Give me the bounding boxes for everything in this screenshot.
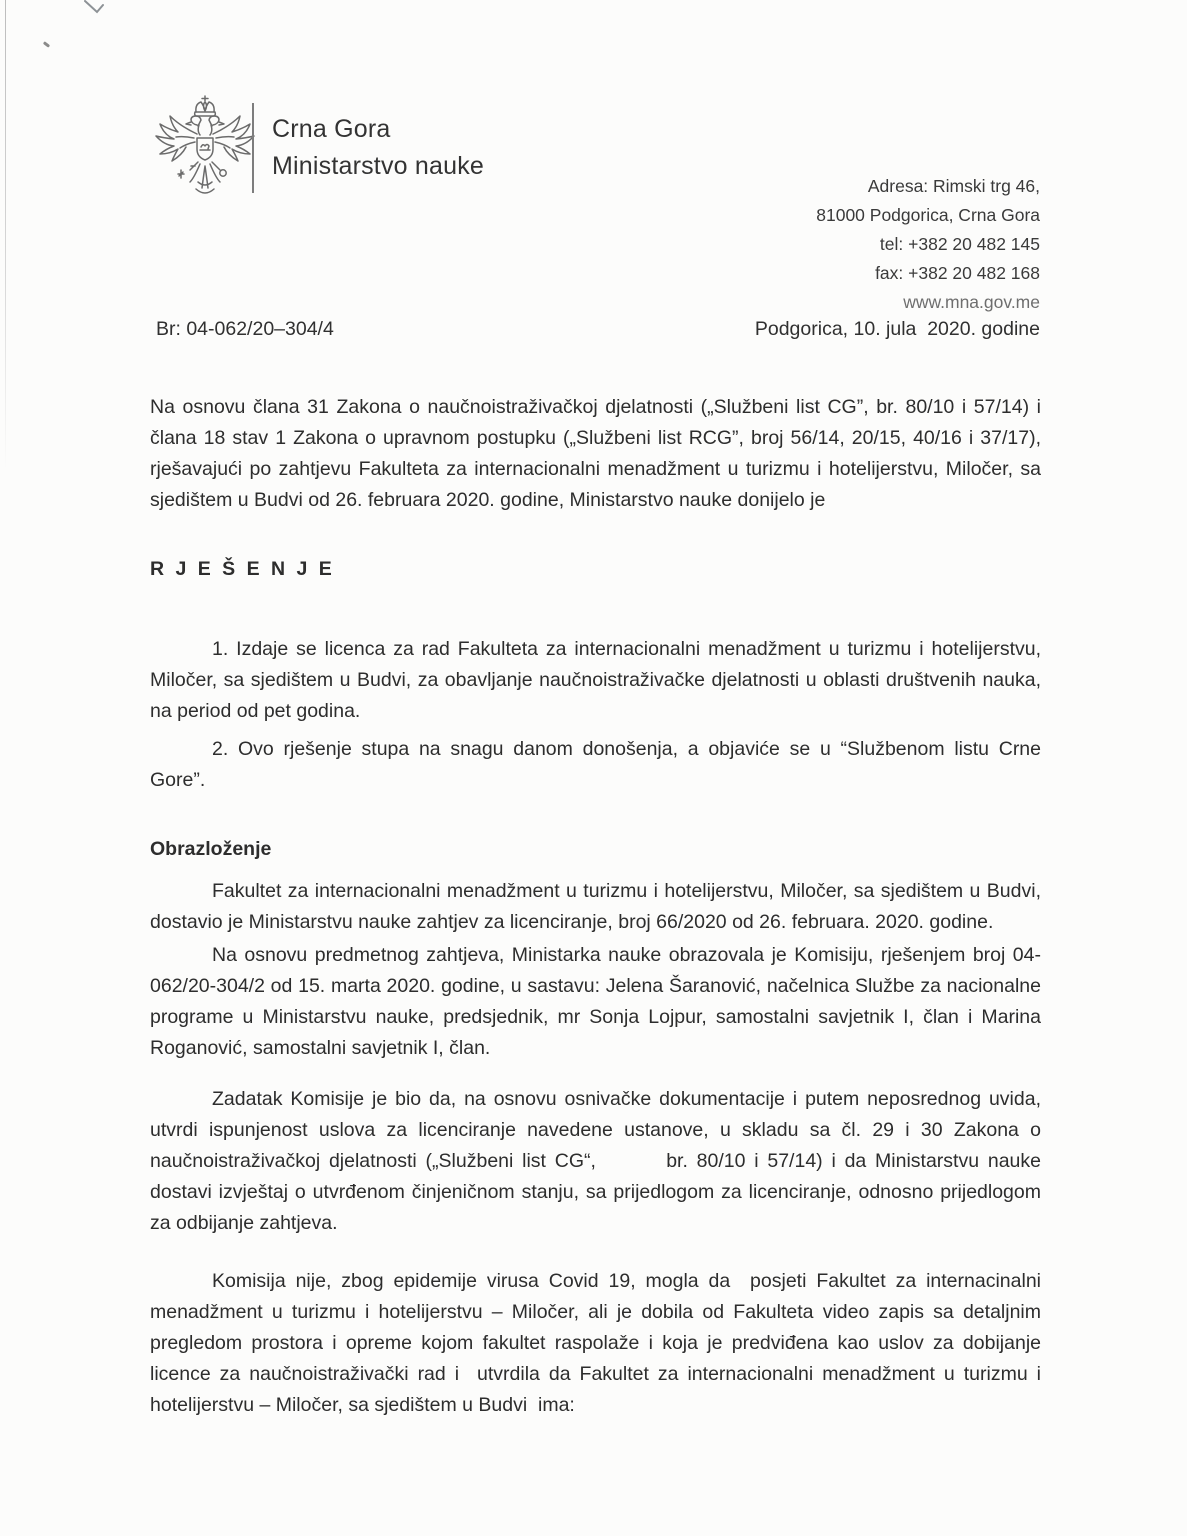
explanation-paragraph-2: Na osnovu predmetnog zahtjeva, Ministarka nauke obrazovala je Komisiju, rješenjem broj 04-062/20-304/2 od 15. marta 2020. godine, u sastavu: Jelena Šaranović, načelnica Službe za nacionalne programe u Ministarstvu nauke, predsjednik, mr Sonja Lojpur, samostalni savjetnik I, član i Marina Roganović, samostalni savjetnik I, član. — [150, 944, 1041, 1059]
scan-pen-mark-artifact — [82, 0, 114, 16]
address-block — [816, 172, 1040, 317]
explanation-paragraph-4: Komisija nije, zbog epidemije virusa Covid 19, mogla da posjeti Fakultet za internacinalni menadžment u turizmu i hotelijerstvu – Miločer, ali je dobila od Fakulteta video zapis sa detaljnim pregledom prostora i opreme kojom fakultet raspolaže i koja je predviđena kao uslov za dobijanje licence za naučnoistraživački rad i utvrdila da Fakultet za internacionalni menadžment u turizmu i hotelijerstvu – Miločer, sa sjedištem u Budvi ima: — [150, 1270, 1041, 1416]
address-line: fax: +382 20 482 168 — [875, 263, 1040, 283]
decision-title: R J E Š E N J E — [150, 558, 335, 580]
ministry-name: Ministarstvo nauke — [272, 152, 485, 180]
explanation-paragraph-3: Zadatak Komisije je bio da, na osnovu osnivačke dokumentacije i putem neposrednog uvida, utvrdi ispunjenost uslova za licenciranje navedene ustanove, u skladu sa čl. 29 i 30 Zakona o naučnoistraživačkoj djelatnosti („Službeni list CG“, br. 80/10 i 57/14) i da Ministarstvu nauke dostavi izvještaj o utvrđenom činjeničnom stanju, sa prijedlogom za licenciranje, odnosno prijedlogom za odbijanje zahtjeva. — [150, 1088, 1041, 1234]
reference-row — [156, 318, 1040, 341]
decision-item-2: 2. Ovo rješenje stupa na snagu danom donošenja, a objaviće se u “Službenom listu Crne Gore”. — [150, 738, 1041, 791]
address-line: Adresa: Rimski trg 46, — [867, 176, 1040, 196]
explanation-title: Obrazloženje — [150, 838, 272, 860]
letterhead-titles — [272, 111, 484, 185]
scan-edge-artifact — [5, 0, 6, 470]
scan-speck-artifact — [43, 41, 50, 48]
place-and-date: Podgorica, 10. jula 2020. godine — [754, 318, 1040, 340]
website-url: www.mna.gov.me — [903, 292, 1040, 312]
reference-number: Br: 04-062/20–304/4 — [156, 318, 334, 340]
montenegro-coat-of-arms-icon — [150, 92, 260, 204]
explanation-paragraph-1: Fakultet za internacionalni menadžment u turizmu i hotelijerstvu, Miločer, sa sjedištem u Budvi, dostavio je Ministarstvu nauke zahtjev za licenciranje, broj 66/2020 od 26. februara. 2020. godine. — [150, 880, 1041, 933]
letterhead — [150, 92, 484, 204]
decision-item-1: 1. Izdaje se licenca za rad Fakulteta za internacionalni menadžment u turizmu i hotelijerstvu, Miločer, sa sjedištem u Budvi, za obavljanje naučnoistraživačke djelatnosti u oblasti društvenih nauka, na period od pet godina. — [150, 638, 1041, 722]
country-name: Crna Gora — [272, 115, 391, 143]
document-body — [150, 392, 1041, 1421]
intro-paragraph: Na osnovu člana 31 Zakona o naučnoistraživačkoj djelatnosti („Službeni list CG”, br. 80/10 i 57/14) i člana 18 stav 1 Zakona o upravnom postupku („Službeni list RCG”, broj 56/14, 20/15, 40/16 i 37/17), rješavajući po zahtjevu Fakulteta za internacionalni menadžment u turizmu i hotelijerstvu, Miločer, sa sjedištem u Budvi od 26. februara 2020. godine, Ministarstvo nauke donijelo je — [150, 396, 1041, 511]
address-line: tel: +382 20 482 145 — [879, 234, 1040, 254]
letterhead-divider — [252, 103, 254, 193]
address-line: 81000 Podgorica, Crna Gora — [816, 205, 1040, 225]
